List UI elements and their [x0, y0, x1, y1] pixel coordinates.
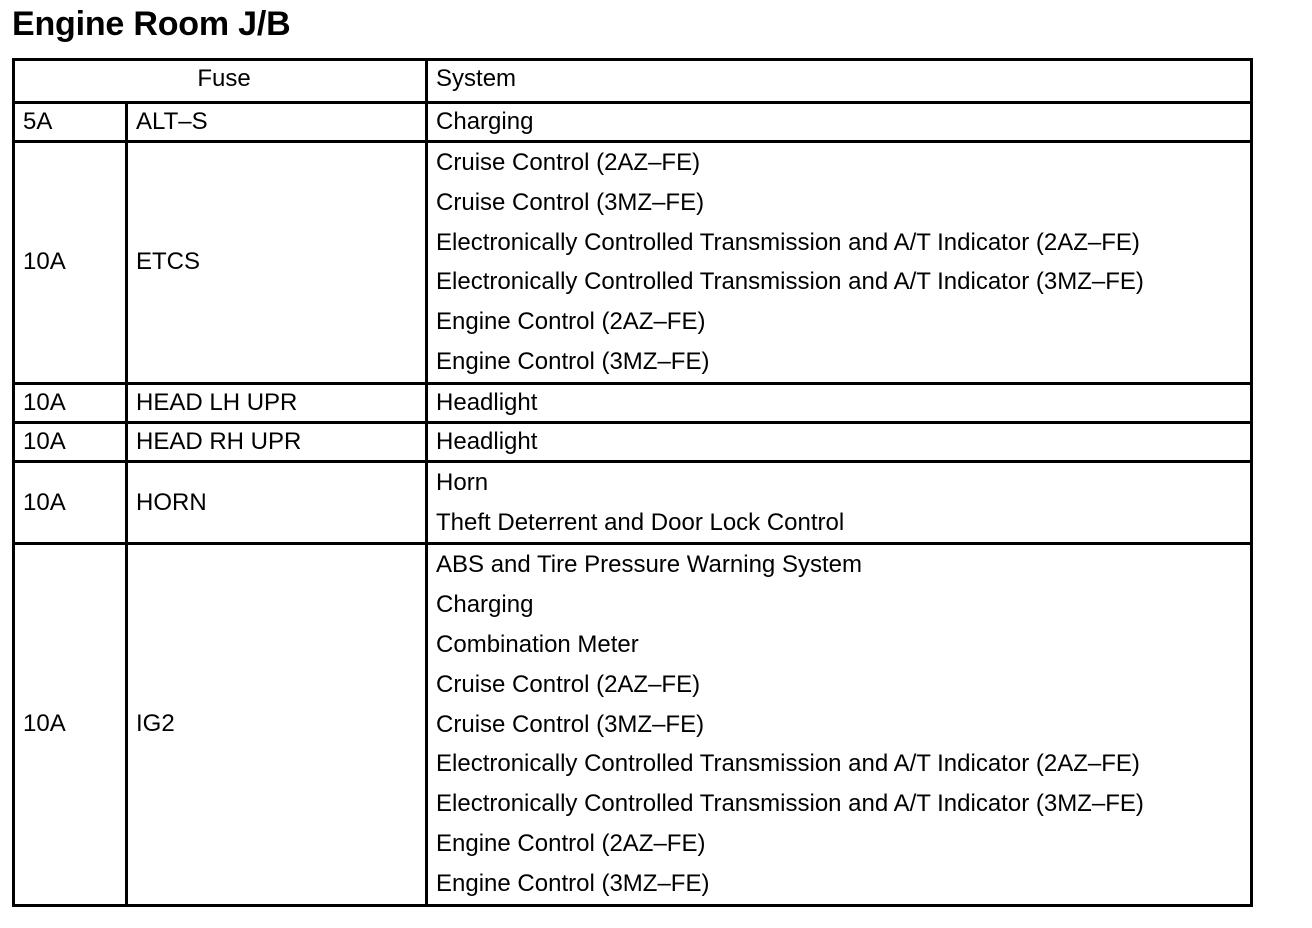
fuse-name-cell: HEAD LH UPR: [127, 383, 427, 422]
fuse-amperage-cell: 10A: [14, 142, 127, 384]
fuse-table: [12, 58, 1253, 907]
system-item: Electronically Controlled Transmission and A/T Indicator (2AZ–FE): [436, 750, 1140, 778]
system-item: Combination Meter: [436, 630, 639, 658]
table-row: [14, 103, 1252, 142]
system-cell: [427, 103, 1252, 142]
system-item: Electronically Controlled Transmission and A/T Indicator (2AZ–FE): [436, 228, 1140, 256]
page-title: Engine Room J/B: [12, 5, 291, 43]
fuse-name-cell: IG2: [127, 544, 427, 905]
table-header-row: [14, 60, 1252, 103]
table-row: [14, 544, 1252, 905]
system-item: Theft Deterrent and Door Lock Control: [436, 508, 845, 536]
system-item: Charging: [436, 591, 534, 619]
table-row: [14, 142, 1252, 384]
fuse-table-body: [14, 103, 1252, 906]
table-row: [14, 422, 1252, 461]
system-item: Engine Control (2AZ–FE): [436, 829, 706, 857]
fuse-amperage-cell: 10A: [14, 422, 127, 461]
fuse-amperage-cell: 5A: [14, 103, 127, 142]
system-item: Charging: [436, 108, 534, 135]
system-item: ABS and Tire Pressure Warning System: [436, 551, 862, 579]
system-item: Cruise Control (3MZ–FE): [436, 188, 705, 216]
table-row: [14, 461, 1252, 544]
fuse-name-cell: HEAD RH UPR: [127, 422, 427, 461]
system-column-header: System: [427, 60, 1252, 103]
system-item: Cruise Control (2AZ–FE): [436, 149, 701, 176]
system-item: Cruise Control (2AZ–FE): [436, 670, 701, 698]
fuse-amperage-cell: 10A: [14, 461, 127, 544]
system-cell: [427, 544, 1252, 905]
fuse-column-header: Fuse: [14, 60, 427, 103]
system-cell: [427, 461, 1252, 544]
system-item: Headlight: [436, 427, 538, 455]
fuse-name-cell: ETCS: [127, 142, 427, 384]
system-item: Headlight: [436, 388, 538, 416]
fuse-name-cell: HORN: [127, 461, 427, 544]
system-item: Electronically Controlled Transmission and A/T Indicator (3MZ–FE): [436, 790, 1144, 818]
fuse-name-cell: ALT–S: [127, 103, 427, 142]
system-item: Engine Control (2AZ–FE): [436, 308, 706, 336]
system-item: Engine Control (3MZ–FE): [436, 869, 710, 897]
fuse-amperage-cell: 10A: [14, 544, 127, 905]
system-item: Cruise Control (3MZ–FE): [436, 710, 705, 738]
system-item: Electronically Controlled Transmission and A/T Indicator (3MZ–FE): [436, 268, 1144, 296]
system-cell: [427, 383, 1252, 422]
fuse-amperage-cell: 10A: [14, 383, 127, 422]
table-row: [14, 383, 1252, 422]
system-cell: [427, 422, 1252, 461]
system-cell: [427, 142, 1252, 384]
system-item: Engine Control (3MZ–FE): [436, 347, 710, 375]
system-item: Horn: [436, 468, 489, 496]
